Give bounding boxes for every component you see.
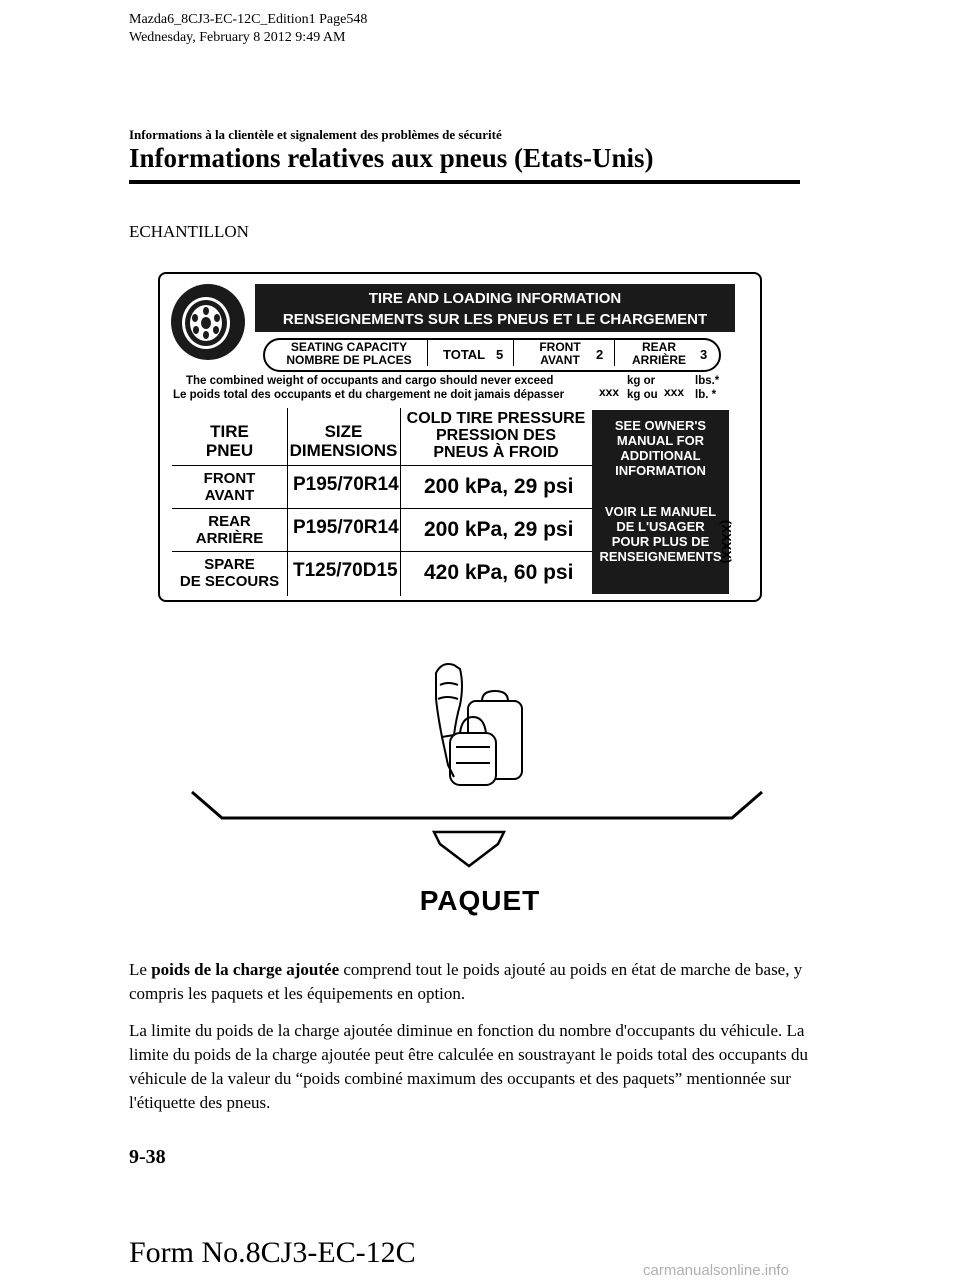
label-code: (XXXX) bbox=[719, 520, 734, 564]
row-spare-pressure: 420 kPa, 60 psi bbox=[424, 561, 574, 584]
row-spare-fr: DE SECOURS bbox=[179, 573, 280, 590]
paquet-label: PAQUET bbox=[419, 885, 541, 916]
owners-en-line-1: SEE OWNER'S bbox=[614, 418, 707, 433]
seating-front-fr: AVANT bbox=[540, 353, 580, 367]
seat-separator bbox=[513, 340, 514, 366]
paragraph-1-term: poids de la charge ajoutée bbox=[151, 960, 340, 979]
row-front-position bbox=[172, 470, 287, 504]
banner-line-1: TIRE AND LOADING INFORMATION bbox=[368, 290, 622, 307]
paragraph-1-lead: Le bbox=[129, 960, 152, 979]
weight-lbs-value: xxx bbox=[664, 385, 685, 399]
row-rear-position bbox=[172, 513, 287, 547]
row-front-fr: AVANT bbox=[204, 487, 255, 504]
combined-weight-en: The combined weight of occupants and cargo should never exceed bbox=[186, 375, 554, 387]
header-tire bbox=[172, 422, 287, 460]
owners-en-line-3: ADDITIONAL bbox=[620, 448, 701, 463]
kg-ou-label: kg ou bbox=[627, 389, 658, 401]
seating-front-en: FRONT bbox=[539, 340, 581, 354]
seating-front-value: 2 bbox=[596, 347, 604, 362]
combined-weight-fr: Le poids total des occupants et du chargement ne doit jamais dépasser bbox=[173, 389, 565, 401]
owners-fr-line-2: DE L'USAGER bbox=[616, 519, 705, 534]
seating-front-labels bbox=[522, 341, 598, 367]
seating-total-value: 5 bbox=[496, 347, 504, 362]
paragraph-added-load bbox=[129, 958, 809, 1006]
seating-capacity-labels bbox=[279, 341, 419, 367]
luggage-illustration bbox=[420, 655, 530, 790]
row-rear-fr: ARRIÈRE bbox=[195, 530, 264, 547]
seating-capacity-en: SEATING CAPACITY bbox=[290, 340, 408, 354]
owners-fr-line-4: RENSEIGNEMENTS bbox=[599, 549, 722, 564]
page-number: 9-38 bbox=[129, 1146, 166, 1168]
paragraph-1-rest: comprend tout le poids ajouté au poids en état de marche de base, y compris les paquets et les équipements en option. bbox=[129, 960, 803, 1003]
kg-or-label: kg or bbox=[627, 375, 656, 387]
tire-pressure-table bbox=[172, 408, 592, 596]
seating-capacity-fr: NOMBRE DE PLACES bbox=[286, 353, 412, 367]
row-spare-size: T125/70D15 bbox=[293, 560, 398, 581]
header-tire-fr: PNEU bbox=[205, 441, 254, 460]
seat-separator bbox=[614, 340, 615, 366]
placard-banner bbox=[255, 284, 735, 332]
header-tire-en: TIRE bbox=[210, 422, 249, 441]
owners-fr-line-1: VOIR LE MANUEL bbox=[604, 504, 717, 519]
paragraph-load-limit: La limite du poids de la charge ajoutée diminue en fonction du nombre d'occupants du véhicule. La limite du poids de la charge ajoutée peut être calculée en soustrayant le poids total des occupants du véhicule de la valeur du “poids combiné maximum des occupants et des paquets” mentionnée sur l'étiquette des pneus. bbox=[129, 1021, 808, 1112]
row-spare-en: SPARE bbox=[204, 556, 255, 573]
seating-rear-value: 3 bbox=[700, 347, 708, 362]
owners-manual-box bbox=[592, 410, 729, 594]
watermark: carmanualsonline.info bbox=[643, 1262, 789, 1279]
owners-fr-line-3: POUR PLUS DE bbox=[611, 534, 710, 549]
header-size-en: SIZE bbox=[324, 422, 363, 441]
seating-rear-fr: ARRIÈRE bbox=[631, 353, 686, 367]
tire-icon bbox=[168, 282, 248, 362]
header-pressure bbox=[400, 410, 592, 461]
date-header: Wednesday, February 8 2012 9:49 AM bbox=[129, 30, 346, 45]
bracket-arrow bbox=[190, 790, 770, 870]
form-number: Form No.8CJ3-EC-12C bbox=[129, 1236, 416, 1269]
seat-separator bbox=[427, 340, 428, 366]
seating-total-label: TOTAL bbox=[443, 347, 486, 362]
owners-en-line-2: MANUAL FOR bbox=[616, 433, 705, 448]
row-rear-size: P195/70R14 bbox=[293, 517, 399, 538]
seating-rear-labels bbox=[623, 341, 695, 367]
seating-rear-en: REAR bbox=[641, 340, 676, 354]
header-size bbox=[287, 422, 400, 460]
file-header: Mazda6_8CJ3-EC-12C_Edition1 Page548 bbox=[129, 12, 368, 27]
header-pressure-line-3: PNEUS À FROID bbox=[433, 444, 559, 461]
row-front-pressure: 200 kPa, 29 psi bbox=[424, 475, 574, 498]
header-size-fr: DIMENSIONS bbox=[289, 441, 398, 460]
title-rule bbox=[129, 180, 800, 184]
row-spare-position bbox=[172, 556, 287, 590]
header-pressure-line-1: COLD TIRE PRESSURE bbox=[406, 410, 586, 427]
weight-kg-value: xxx bbox=[599, 385, 620, 399]
row-front-en: FRONT bbox=[203, 470, 256, 487]
section-name: Informations à la clientèle et signalement des problèmes de sécurité bbox=[129, 127, 502, 142]
row-front-size: P195/70R14 bbox=[293, 474, 399, 495]
page-title: Informations relatives aux pneus (Etats-Unis) bbox=[129, 143, 654, 173]
header-pressure-line-2: PRESSION DES bbox=[435, 427, 557, 444]
lb-label: lb. * bbox=[695, 389, 717, 401]
owners-en-line-4: INFORMATION bbox=[615, 463, 706, 478]
row-rear-en: REAR bbox=[208, 513, 251, 530]
sample-label: ECHANTILLON bbox=[129, 222, 249, 241]
row-rear-pressure: 200 kPa, 29 psi bbox=[424, 518, 574, 541]
banner-line-2: RENSEIGNEMENTS SUR LES PNEUS ET LE CHARGEMENT bbox=[282, 311, 708, 328]
lbs-label: lbs.* bbox=[695, 375, 720, 387]
